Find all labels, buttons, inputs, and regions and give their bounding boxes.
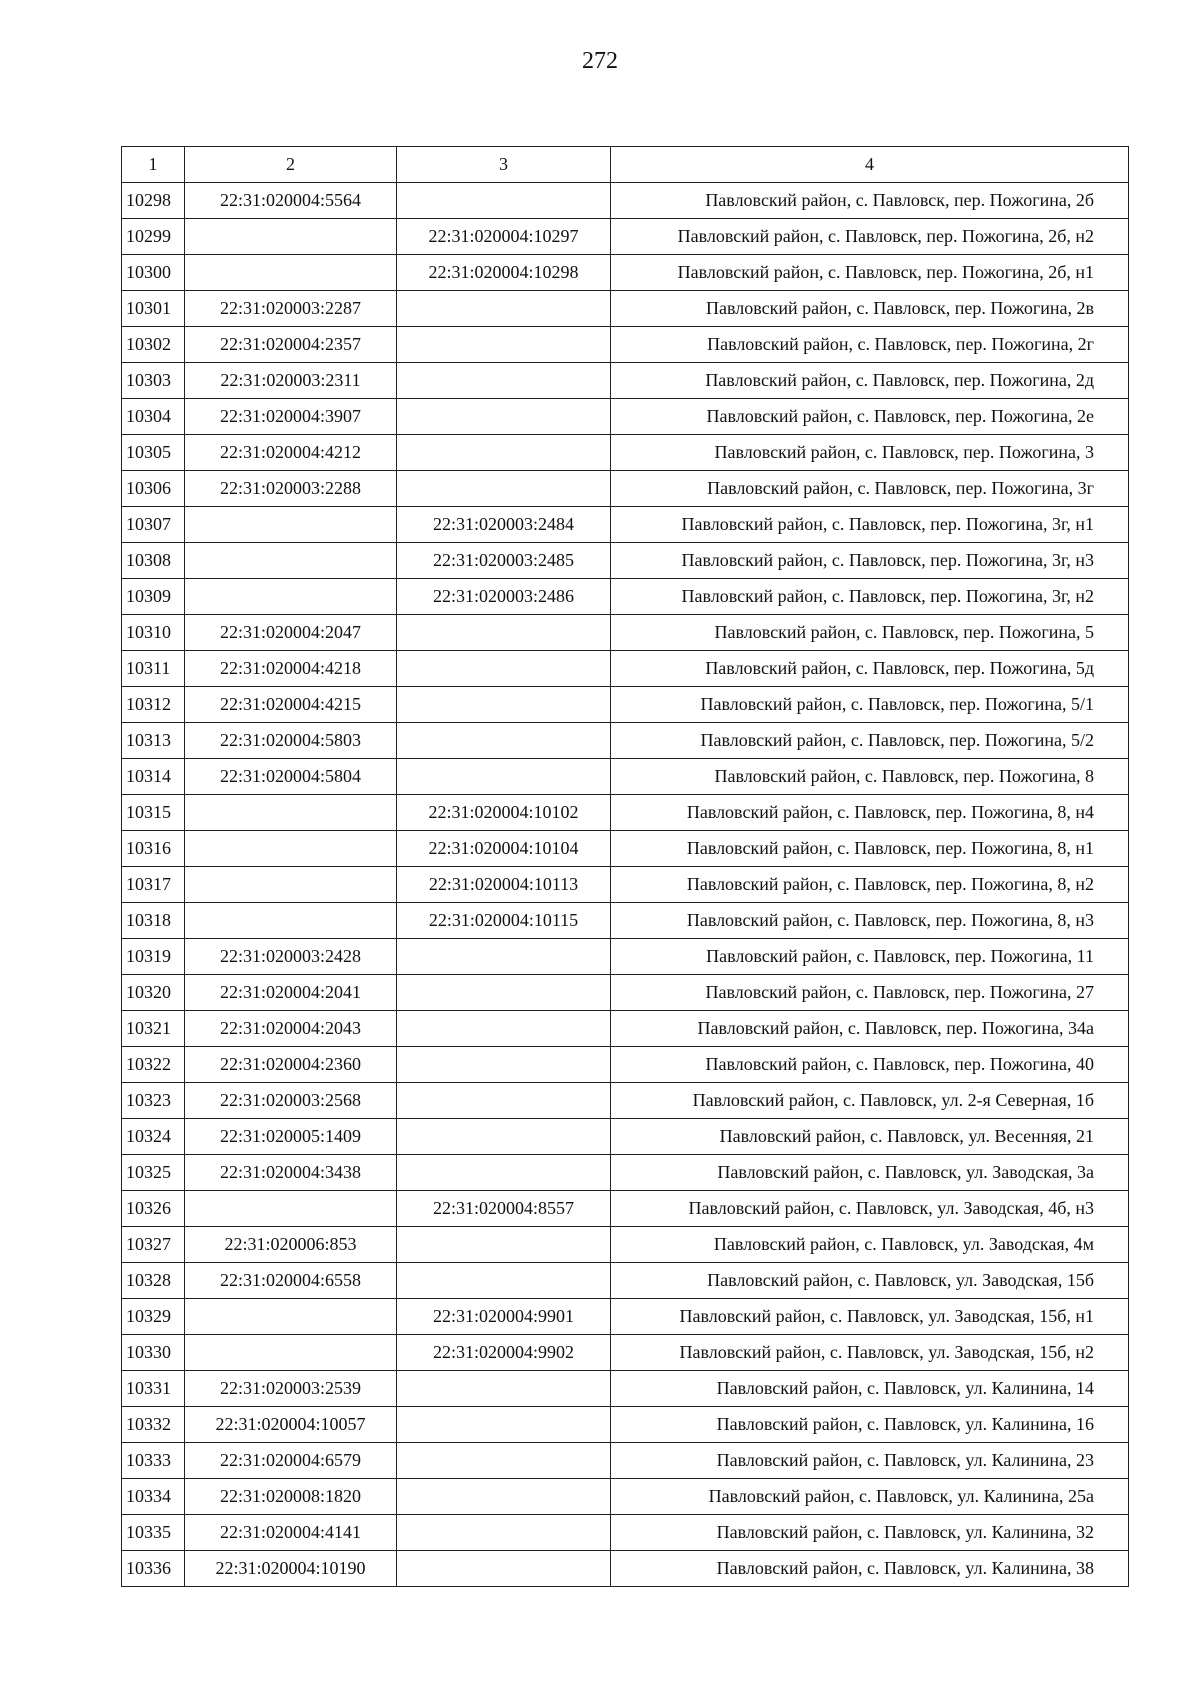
building-number-cell: 22:31:020004:8557 [397,1191,611,1227]
address-cell: Павловский район, с. Павловск, пер. Пожогина, 2б, н1 [611,255,1129,291]
building-number-cell [397,1227,611,1263]
row-number-cell: 10335 [122,1515,185,1551]
parcel-number-cell: 22:31:020004:6579 [185,1443,397,1479]
building-number-cell [397,1119,611,1155]
row-number-cell: 10336 [122,1551,185,1587]
address-cell: Павловский район, с. Павловск, пер. Пожогина, 2б, н2 [611,219,1129,255]
parcel-number-cell [185,255,397,291]
address-cell: Павловский район, с. Павловск, пер. Пожогина, 2г [611,327,1129,363]
building-number-cell: 22:31:020003:2485 [397,543,611,579]
table-row [122,291,1129,327]
parcel-number-cell: 22:31:020003:2287 [185,291,397,327]
address-cell: Павловский район, с. Павловск, пер. Пожогина, 2д [611,363,1129,399]
column-header-4: 4 [611,147,1129,183]
parcel-number-cell [185,795,397,831]
table-row [122,1155,1129,1191]
parcel-number-cell: 22:31:020004:2047 [185,615,397,651]
building-number-cell [397,1407,611,1443]
table-row [122,1227,1129,1263]
parcel-number-cell: 22:31:020004:10057 [185,1407,397,1443]
address-cell: Павловский район, с. Павловск, пер. Пожогина, 5/1 [611,687,1129,723]
building-number-cell [397,1515,611,1551]
address-cell: Павловский район, с. Павловск, ул. Заводская, 15б, н1 [611,1299,1129,1335]
parcel-number-cell: 22:31:020004:2357 [185,327,397,363]
parcel-number-cell: 22:31:020003:2288 [185,471,397,507]
row-number-cell: 10305 [122,435,185,471]
parcel-number-cell [185,579,397,615]
address-cell: Павловский район, с. Павловск, пер. Пожогина, 27 [611,975,1129,1011]
address-cell: Павловский район, с. Павловск, ул. Калинина, 14 [611,1371,1129,1407]
row-number-cell: 10298 [122,183,185,219]
table-row [122,1047,1129,1083]
building-number-cell [397,723,611,759]
building-number-cell [397,939,611,975]
table-row [122,903,1129,939]
table-row [122,975,1129,1011]
parcel-number-cell: 22:31:020004:2043 [185,1011,397,1047]
address-cell: Павловский район, с. Павловск, ул. Заводская, 15б, н2 [611,1335,1129,1371]
building-number-cell: 22:31:020004:10115 [397,903,611,939]
row-number-cell: 10306 [122,471,185,507]
row-number-cell: 10329 [122,1299,185,1335]
building-number-cell [397,291,611,327]
table-row [122,867,1129,903]
table-row [122,1479,1129,1515]
table-row [122,1443,1129,1479]
row-number-cell: 10311 [122,651,185,687]
row-number-cell: 10313 [122,723,185,759]
row-number-cell: 10334 [122,1479,185,1515]
parcel-number-cell [185,903,397,939]
table-row [122,651,1129,687]
table-row [122,1191,1129,1227]
column-header-2: 2 [185,147,397,183]
building-number-cell [397,183,611,219]
building-number-cell [397,1443,611,1479]
table-row [122,363,1129,399]
table-row [122,1551,1129,1587]
address-cell: Павловский район, с. Павловск, пер. Пожогина, 5д [611,651,1129,687]
table-row [122,1119,1129,1155]
address-cell: Павловский район, с. Павловск, ул. Калинина, 16 [611,1407,1129,1443]
address-cell: Павловский район, с. Павловск, ул. Заводская, 4б, н3 [611,1191,1129,1227]
header-row [122,147,1129,183]
row-number-cell: 10322 [122,1047,185,1083]
parcel-number-cell [185,507,397,543]
table-row [122,795,1129,831]
parcel-number-cell: 22:31:020005:1409 [185,1119,397,1155]
building-number-cell: 22:31:020003:2486 [397,579,611,615]
address-cell: Павловский район, с. Павловск, пер. Пожогина, 34а [611,1011,1129,1047]
building-number-cell [397,1263,611,1299]
column-header-1: 1 [122,147,185,183]
building-number-cell [397,363,611,399]
parcel-number-cell [185,1335,397,1371]
table-row [122,183,1129,219]
parcel-number-cell: 22:31:020004:4215 [185,687,397,723]
parcel-number-cell: 22:31:020003:2428 [185,939,397,975]
building-number-cell [397,975,611,1011]
address-cell: Павловский район, с. Павловск, пер. Пожогина, 8, н3 [611,903,1129,939]
row-number-cell: 10328 [122,1263,185,1299]
parcel-number-cell: 22:31:020004:6558 [185,1263,397,1299]
parcel-number-cell: 22:31:020004:4218 [185,651,397,687]
table-row [122,759,1129,795]
row-number-cell: 10319 [122,939,185,975]
building-number-cell: 22:31:020004:10297 [397,219,611,255]
address-cell: Павловский район, с. Павловск, пер. Пожогина, 5/2 [611,723,1129,759]
building-number-cell [397,1155,611,1191]
row-number-cell: 10299 [122,219,185,255]
row-number-cell: 10320 [122,975,185,1011]
building-number-cell [397,651,611,687]
row-number-cell: 10315 [122,795,185,831]
row-number-cell: 10308 [122,543,185,579]
address-cell: Павловский район, с. Павловск, ул. Заводская, 4м [611,1227,1129,1263]
building-number-cell: 22:31:020004:9901 [397,1299,611,1335]
address-cell: Павловский район, с. Павловск, пер. Пожогина, 2б [611,183,1129,219]
address-cell: Павловский район, с. Павловск, пер. Пожогина, 2в [611,291,1129,327]
address-cell: Павловский район, с. Павловск, ул. Калинина, 38 [611,1551,1129,1587]
building-number-cell [397,327,611,363]
parcel-number-cell [185,831,397,867]
building-number-cell: 22:31:020004:10102 [397,795,611,831]
building-number-cell [397,399,611,435]
building-number-cell [397,1011,611,1047]
address-cell: Павловский район, с. Павловск, ул. Весенняя, 21 [611,1119,1129,1155]
row-number-cell: 10333 [122,1443,185,1479]
parcel-number-cell [185,1299,397,1335]
address-cell: Павловский район, с. Павловск, пер. Пожогина, 8, н2 [611,867,1129,903]
table-row [122,435,1129,471]
table-row [122,1407,1129,1443]
building-number-cell [397,1371,611,1407]
building-number-cell: 22:31:020004:10113 [397,867,611,903]
table-row [122,219,1129,255]
table-row [122,723,1129,759]
row-number-cell: 10327 [122,1227,185,1263]
row-number-cell: 10323 [122,1083,185,1119]
address-cell: Павловский район, с. Павловск, пер. Пожогина, 3г [611,471,1129,507]
building-number-cell: 22:31:020003:2484 [397,507,611,543]
table-row [122,1515,1129,1551]
address-cell: Павловский район, с. Павловск, пер. Пожогина, 3г, н3 [611,543,1129,579]
row-number-cell: 10309 [122,579,185,615]
row-number-cell: 10326 [122,1191,185,1227]
table-row [122,831,1129,867]
address-cell: Павловский район, с. Павловск, пер. Пожогина, 8, н1 [611,831,1129,867]
table-row [122,471,1129,507]
building-number-cell [397,471,611,507]
parcel-number-cell: 22:31:020004:5564 [185,183,397,219]
building-number-cell [397,759,611,795]
table-row [122,399,1129,435]
table-row [122,507,1129,543]
parcel-number-cell: 22:31:020004:3907 [185,399,397,435]
column-header-3: 3 [397,147,611,183]
parcel-number-cell: 22:31:020004:4141 [185,1515,397,1551]
table-row [122,1263,1129,1299]
building-number-cell [397,1551,611,1587]
row-number-cell: 10318 [122,903,185,939]
parcel-number-cell: 22:31:020006:853 [185,1227,397,1263]
table-row [122,615,1129,651]
row-number-cell: 10307 [122,507,185,543]
row-number-cell: 10300 [122,255,185,291]
parcel-number-cell [185,867,397,903]
building-number-cell [397,1047,611,1083]
building-number-cell: 22:31:020004:10298 [397,255,611,291]
parcel-number-cell: 22:31:020004:5803 [185,723,397,759]
parcel-number-cell: 22:31:020008:1820 [185,1479,397,1515]
row-number-cell: 10301 [122,291,185,327]
address-cell: Павловский район, с. Павловск, ул. Заводская, 15б [611,1263,1129,1299]
table-row [122,1083,1129,1119]
table-row [122,1011,1129,1047]
row-number-cell: 10303 [122,363,185,399]
registry-table [121,146,1129,1587]
parcel-number-cell [185,219,397,255]
parcel-number-cell: 22:31:020004:5804 [185,759,397,795]
table-body [122,183,1129,1587]
row-number-cell: 10316 [122,831,185,867]
table-row [122,543,1129,579]
row-number-cell: 10330 [122,1335,185,1371]
table-row [122,255,1129,291]
parcel-number-cell [185,543,397,579]
building-number-cell [397,615,611,651]
building-number-cell [397,687,611,723]
row-number-cell: 10302 [122,327,185,363]
table-row [122,687,1129,723]
address-cell: Павловский район, с. Павловск, ул. Калинина, 23 [611,1443,1129,1479]
row-number-cell: 10310 [122,615,185,651]
parcel-number-cell: 22:31:020004:3438 [185,1155,397,1191]
table-row [122,327,1129,363]
building-number-cell [397,435,611,471]
row-number-cell: 10321 [122,1011,185,1047]
address-cell: Павловский район, с. Павловск, пер. Пожогина, 5 [611,615,1129,651]
row-number-cell: 10325 [122,1155,185,1191]
building-number-cell: 22:31:020004:10104 [397,831,611,867]
table-row [122,1371,1129,1407]
parcel-number-cell [185,1191,397,1227]
table-row [122,939,1129,975]
building-number-cell: 22:31:020004:9902 [397,1335,611,1371]
address-cell: Павловский район, с. Павловск, пер. Пожогина, 11 [611,939,1129,975]
row-number-cell: 10317 [122,867,185,903]
table-row [122,1299,1129,1335]
row-number-cell: 10332 [122,1407,185,1443]
address-cell: Павловский район, с. Павловск, пер. Пожогина, 8, н4 [611,795,1129,831]
parcel-number-cell: 22:31:020003:2539 [185,1371,397,1407]
building-number-cell [397,1083,611,1119]
address-cell: Павловский район, с. Павловск, пер. Пожогина, 40 [611,1047,1129,1083]
parcel-number-cell: 22:31:020004:2041 [185,975,397,1011]
parcel-number-cell: 22:31:020003:2311 [185,363,397,399]
table-row [122,1335,1129,1371]
parcel-number-cell: 22:31:020004:2360 [185,1047,397,1083]
row-number-cell: 10324 [122,1119,185,1155]
address-cell: Павловский район, с. Павловск, ул. Калинина, 25а [611,1479,1129,1515]
row-number-cell: 10331 [122,1371,185,1407]
parcel-number-cell: 22:31:020003:2568 [185,1083,397,1119]
row-number-cell: 10314 [122,759,185,795]
parcel-number-cell: 22:31:020004:4212 [185,435,397,471]
building-number-cell [397,1479,611,1515]
address-cell: Павловский район, с. Павловск, пер. Пожогина, 3 [611,435,1129,471]
row-number-cell: 10304 [122,399,185,435]
table-row [122,579,1129,615]
address-cell: Павловский район, с. Павловск, пер. Пожогина, 8 [611,759,1129,795]
address-cell: Павловский район, с. Павловск, ул. Заводская, 3а [611,1155,1129,1191]
address-cell: Павловский район, с. Павловск, пер. Пожогина, 2е [611,399,1129,435]
address-cell: Павловский район, с. Павловск, ул. Калинина, 32 [611,1515,1129,1551]
address-cell: Павловский район, с. Павловск, ул. 2-я Северная, 1б [611,1083,1129,1119]
address-cell: Павловский район, с. Павловск, пер. Пожогина, 3г, н2 [611,579,1129,615]
address-cell: Павловский район, с. Павловск, пер. Пожогина, 3г, н1 [611,507,1129,543]
parcel-number-cell: 22:31:020004:10190 [185,1551,397,1587]
page-number: 272 [582,48,618,74]
row-number-cell: 10312 [122,687,185,723]
